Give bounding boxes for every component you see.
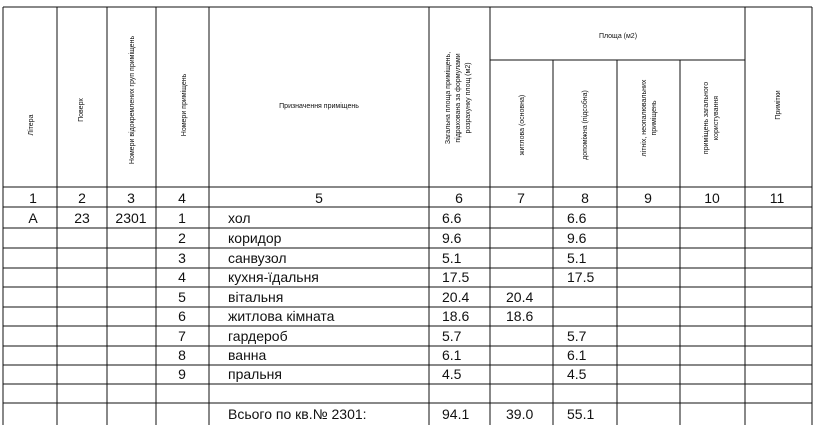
table-row <box>178 289 533 305</box>
header-total-area-line1: Загальна площа приміщень, <box>445 51 452 145</box>
table-row <box>178 230 587 246</box>
column-number: 6 <box>455 190 463 206</box>
header-group-numbers: Номери відокремлених груп приміщень <box>129 35 136 165</box>
cell-purpose: коридор <box>228 230 282 246</box>
header-summer-line1: літніх, неопалювальних <box>641 79 648 157</box>
table-row <box>178 347 587 363</box>
cell-total: 6.6 <box>442 210 462 226</box>
table-row <box>178 308 533 324</box>
column-number: 8 <box>581 190 589 206</box>
cell-litera: А <box>28 210 38 226</box>
header-common-line2: користування <box>713 95 720 141</box>
cell-living: 20.4 <box>506 289 534 305</box>
cell-total: 5.7 <box>442 328 462 344</box>
cell-purpose: хол <box>228 210 251 226</box>
cell-total: 18.6 <box>442 308 470 324</box>
cell-room: 3 <box>178 250 186 266</box>
column-number: 3 <box>127 190 135 206</box>
cell-total: 9.6 <box>442 230 462 246</box>
column-number: 1 <box>29 190 37 206</box>
table-body <box>28 210 594 422</box>
header-room-numbers: Номери приміщень <box>181 73 188 137</box>
cell-total: 17.5 <box>442 269 470 285</box>
header-litera: Літера <box>28 114 35 136</box>
header-notes: Примітки <box>775 90 782 120</box>
table-row <box>178 328 587 344</box>
total-label: Всього по кв.№ 2301: <box>228 406 367 422</box>
cell-living: 18.6 <box>506 308 534 324</box>
cell-room: 6 <box>178 308 186 324</box>
total-living: 39.0 <box>506 406 534 422</box>
header-total-area-line3: розрахунку площ (м2) <box>465 62 472 134</box>
column-number: 7 <box>517 190 525 206</box>
column-number: 4 <box>178 190 186 206</box>
header-floor: Поверх <box>78 98 85 122</box>
cell-purpose: ванна <box>228 347 267 363</box>
cell-group: 2301 <box>115 210 147 226</box>
cell-purpose: санвузол <box>228 250 287 266</box>
cell-total: 20.4 <box>442 289 470 305</box>
cell-total: 5.1 <box>442 250 462 266</box>
column-number: 2 <box>78 190 86 206</box>
total-aux: 55.1 <box>567 406 595 422</box>
cell-purpose: житлова кімната <box>228 308 335 324</box>
cell-aux: 6.6 <box>567 210 587 226</box>
cell-room: 7 <box>178 328 186 344</box>
cell-total: 4.5 <box>442 366 462 382</box>
cell-purpose: пральня <box>228 366 282 382</box>
cell-aux: 4.5 <box>567 366 587 382</box>
cell-floor: 23 <box>74 210 90 226</box>
column-number: 5 <box>315 190 323 206</box>
cell-purpose: кухня-їдальня <box>228 269 319 285</box>
cell-room: 2 <box>178 230 186 246</box>
header-summer-line2: приміщень <box>651 100 658 136</box>
total-row <box>228 406 594 422</box>
table-row <box>178 250 587 266</box>
header-purpose: Призначення приміщень <box>279 103 359 110</box>
header-area-group: Площа (м2) <box>598 33 638 40</box>
cell-purpose: вітальня <box>228 289 284 305</box>
cell-aux: 17.5 <box>567 269 595 285</box>
column-number: 11 <box>769 190 785 206</box>
cell-aux: 9.6 <box>567 230 587 246</box>
total-area: 94.1 <box>442 406 470 422</box>
table-row <box>178 366 587 382</box>
cell-aux: 5.1 <box>567 250 587 266</box>
table-row <box>178 269 594 285</box>
cell-room: 1 <box>178 210 186 226</box>
column-numbers-row <box>29 190 784 206</box>
table-row <box>28 210 586 226</box>
cell-aux: 6.1 <box>567 347 587 363</box>
column-number: 10 <box>704 190 720 206</box>
cell-room: 8 <box>178 347 186 363</box>
cell-purpose: гардероб <box>228 328 288 344</box>
header-total-area-line2: підрахована за формулами <box>455 53 462 143</box>
table-header <box>27 33 782 164</box>
column-number: 9 <box>644 190 652 206</box>
cell-room: 9 <box>178 366 186 382</box>
cell-room: 5 <box>178 289 186 305</box>
header-aux-area: допоміжна (підсобна) <box>582 90 589 160</box>
cell-total: 6.1 <box>442 347 462 363</box>
cell-room: 4 <box>178 269 186 285</box>
cell-aux: 5.7 <box>567 328 587 344</box>
header-living-area: житлова (основна) <box>519 94 526 156</box>
header-common-line1: приміщень загального <box>703 81 710 155</box>
